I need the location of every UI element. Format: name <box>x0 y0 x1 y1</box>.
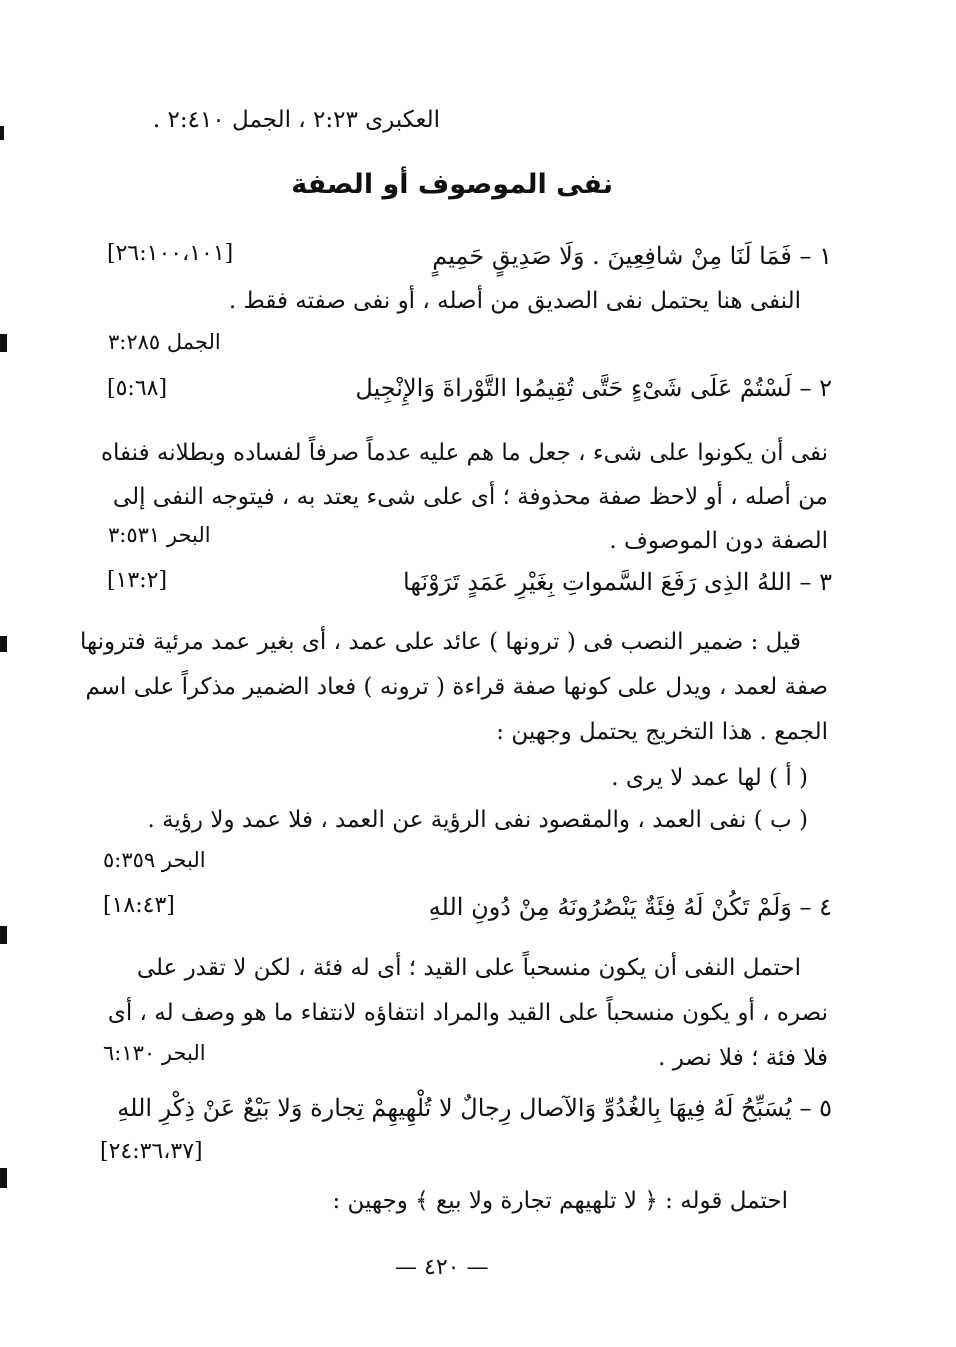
entry-5-line-1: احتمل قوله : ﴿ لا تلهيهم تجارة ولا بيع ﴾ وجهين : <box>332 1188 788 1214</box>
entry-3-ref: [١٣:٢] <box>107 568 168 593</box>
entry-4-line-3: فلا فئة ؛ فلا نصر . <box>658 1045 828 1071</box>
entry-1-verse: ١ – فَمَا لَنَا مِنْ شافِعِينَ . وَلَا صَدِيقٍ حَمِيمٍ <box>432 242 832 270</box>
entry-5-verse: ٥ – يُسَبِّحُ لَهُ فِيهَا بِالغُدُوِّ وَالآصال رِجالٌ لا تُلْهِيهِمْ تِجارة وَلا بَيْعٌ عَنْ ذِكْرِ اللهِ <box>117 1094 832 1122</box>
entry-3-source: البحر ٥:٣٥٩ <box>103 848 206 872</box>
scan-edge-mark <box>0 126 4 140</box>
entry-5-ref: [٢٤:٣٦،٣٧] <box>100 1139 203 1164</box>
scan-edge-mark <box>0 636 7 652</box>
entry-4-ref: [١٨:٤٣] <box>103 893 175 918</box>
entry-4-source: البحر ٦:١٣٠ <box>103 1041 206 1065</box>
entry-2-ref: [٥:٦٨] <box>107 376 168 401</box>
section-title: نفى الموصوف أو الصفة <box>291 169 613 200</box>
entry-4-verse: ٤ – وَلَمْ تَكُنْ لَهُ فِئَةٌ يَنْصُرُونَهُ مِنْ دُونِ اللهِ <box>428 893 832 921</box>
entry-3-line-5: ( ب ) نفى العمد ، والمقصود نفى الرؤية عن العمد ، فلا عمد ولا رؤية . <box>147 807 808 833</box>
entry-4-line-2: نصره ، أو يكون منسحباً على القيد والمراد انتفاؤه لانتفاء ما هو وصف له ، أى <box>107 1000 828 1026</box>
scan-edge-mark <box>0 334 7 352</box>
entry-3-line-1: قيل : ضمير النصب فى ( ترونها ) عائد على عمد ، أى بغير عمد مرئية فترونها <box>80 629 801 655</box>
entry-1-line-1: النفى هنا يحتمل نفى الصديق من أصله ، أو نفى صفته فقط . <box>228 288 801 314</box>
scan-edge-mark <box>0 926 7 944</box>
scan-edge-mark <box>0 1168 7 1188</box>
entry-3-line-4: ( أ ) لها عمد لا يرى . <box>611 765 808 791</box>
entry-4-line-1: احتمل النفى أن يكون منسحباً على القيد ؛ أى له فئة ، لكن لا تقدر على <box>136 955 801 981</box>
entry-1-source: الجمل ٣:٢٨٥ <box>108 330 221 354</box>
entry-1-ref: [٢٦:١٠٠،١٠١] <box>107 241 234 266</box>
entry-2-line-3: الصفة دون الموصوف . <box>609 528 828 554</box>
entry-2-source: البحر ٣:٥٣١ <box>108 523 211 547</box>
entry-3-verse: ٣ – اللهُ الذِى رَفَعَ السَّمواتِ بِغَيْرِ عَمَدٍ تَرَوْنَها <box>403 568 832 596</box>
page-number: — ٤٢٠ — <box>395 1255 489 1280</box>
entry-2-verse: ٢ – لَسْتُمْ عَلَى شَىْءٍ حَتَّى تُقِيمُوا التَّوْراةَ وَالإِنْجِيل <box>355 374 832 402</box>
top-reference: العكبرى ٢:٢٣ ، الجمل ٢:٤١٠ . <box>152 107 440 133</box>
entry-3-line-3: الجمع . هذا التخريج يحتمل وجهين : <box>496 719 828 745</box>
entry-2-line-2: من أصله ، أو لاحظ صفة محذوفة ؛ أى على شىء يعتد به ، فيتوجه النفى إلى <box>112 484 828 510</box>
entry-3-line-2: صفة لعمد ، ويدل على كونها صفة قراءة ( ترونه ) فعاد الضمير مذكراً على اسم <box>85 674 828 700</box>
entry-2-line-1: نفى أن يكونوا على شىء ، جعل ما هم عليه عدماً صرفاً لفساده وبطلانه فنفاه <box>100 440 828 466</box>
